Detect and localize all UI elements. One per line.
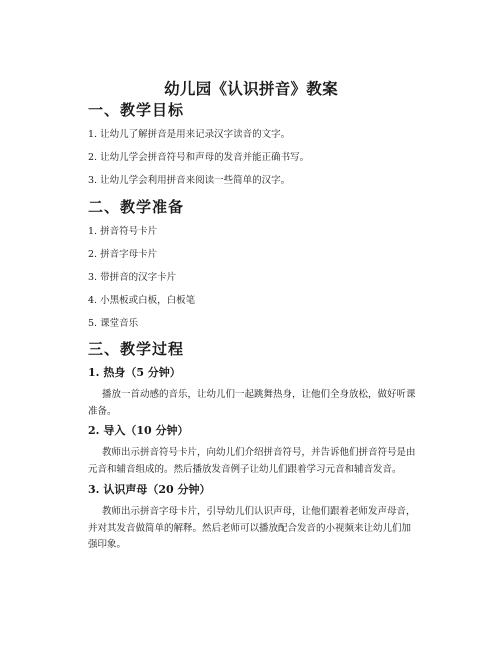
preparation-item: 4. 小黑板或白板，白板笔 xyxy=(88,295,196,306)
step-title-warmup: 1. 热身（5 分钟） xyxy=(88,366,181,379)
preparation-item: 3. 带拼音的汉字卡片 xyxy=(88,272,177,283)
section-heading-preparation: 二、教学准备 xyxy=(88,198,185,216)
preparation-item: 5. 课堂音乐 xyxy=(88,318,139,329)
section-heading-objectives: 一、教学目标 xyxy=(88,101,185,119)
step-title-intro: 2. 导入（10 分钟） xyxy=(88,424,189,437)
step-text-initials: 教师出示拼音字母卡片，引导幼儿们认识声母，让他们跟着老师发声母音，并对其发音做简单的解释。然后老师可以播放配合发音的小视频来让幼儿们加强印象。 xyxy=(88,506,416,550)
objective-item: 3. 让幼儿学会利用拼音来阅读一些简单的汉字。 xyxy=(88,175,291,186)
objective-item: 1. 让幼儿了解拼音是用来记录汉字读音的文字。 xyxy=(88,129,291,140)
objective-item: 2. 让幼儿学会拼音符号和声母的发音并能正确书写。 xyxy=(88,152,310,163)
preparation-item: 1. 拼音符号卡片 xyxy=(88,226,158,237)
document-title: 幼儿园《认识拼音》教案 xyxy=(164,79,338,98)
step-text-intro: 教师出示拼音符号卡片，向幼儿们介绍拼音符号，并告诉他们拼音符号是由元音和辅音组成的。然后播放发音例子让幼儿们跟着学习元音和辅音发音。 xyxy=(88,447,416,475)
step-text-warmup: 播放一首动感的音乐，让幼儿们一起跳舞热身，让他们全身放松，做好听课准备。 xyxy=(88,389,416,417)
section-heading-process: 三、教学过程 xyxy=(88,340,185,358)
preparation-item: 2. 拼音字母卡片 xyxy=(88,249,158,260)
step-title-initials: 3. 认识声母（20 分钟） xyxy=(88,483,211,496)
